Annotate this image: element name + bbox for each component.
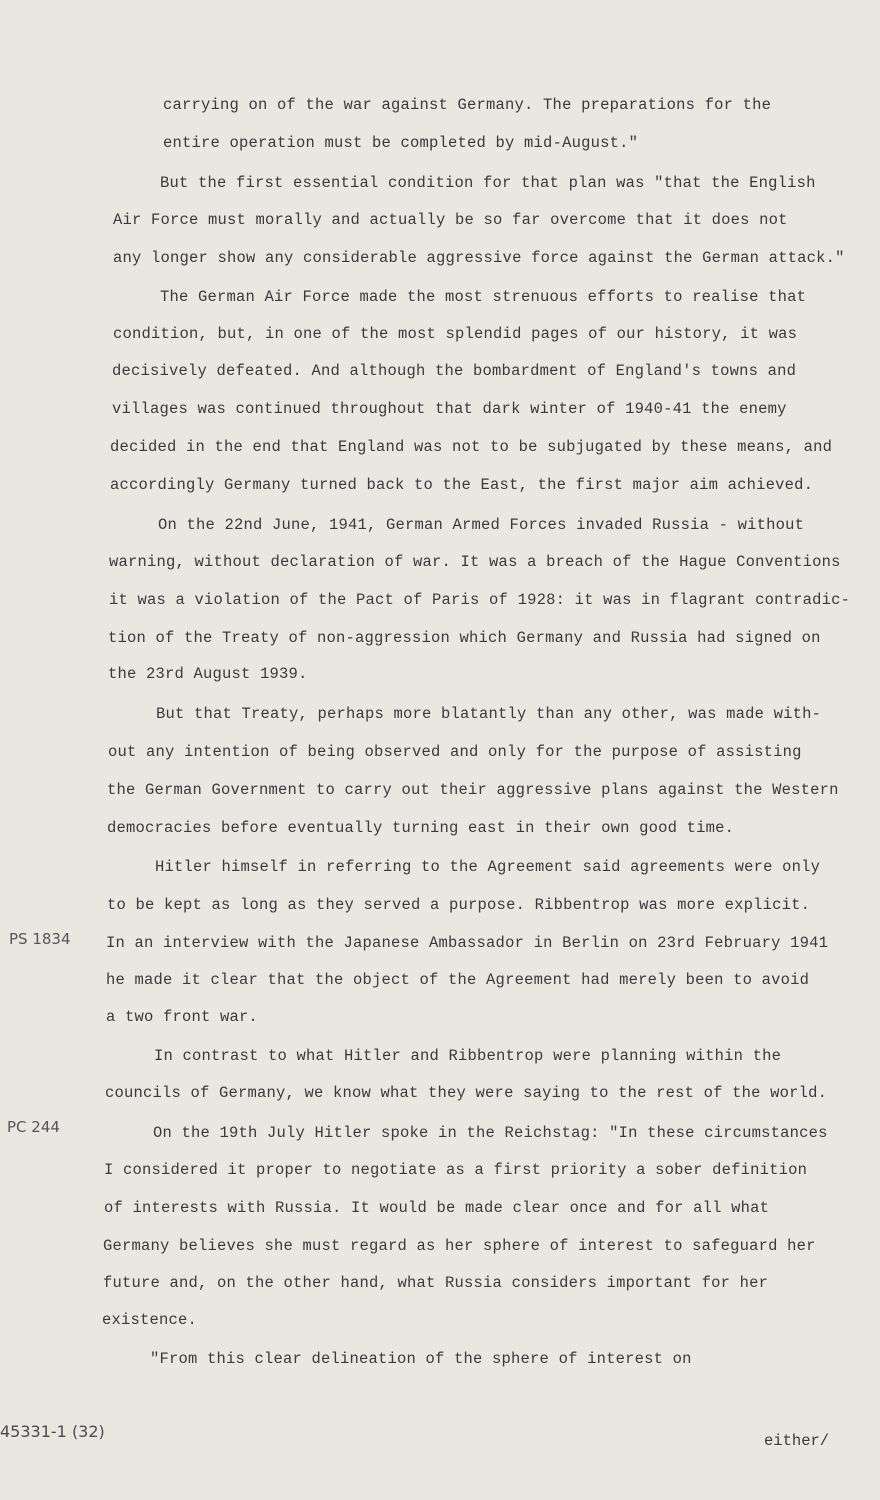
text-line: In contrast to what Hitler and Ribbentrop were planning within the	[154, 1047, 782, 1065]
text-line: it was a violation of the Pact of Paris of 1928: it was in flagrant contradic-	[109, 591, 851, 609]
text-line: entire operation must be completed by mid-August."	[163, 134, 639, 152]
text-line: The German Air Force made the most strenuous efforts to realise that	[160, 288, 807, 306]
text-line: "From this clear delineation of the sphere of interest on	[150, 1350, 692, 1368]
document-reference-number: 45331-1 (32)	[0, 1422, 105, 1441]
text-line: decided in the end that England was not to be subjugated by these means, and	[110, 438, 833, 456]
text-line: Germany believes she must regard as her sphere of interest to safeguard her	[103, 1237, 816, 1255]
text-line: I considered it proper to negotiate as a first priority a sober definition	[104, 1161, 808, 1179]
text-line: accordingly Germany turned back to the East, the first major aim achieved.	[110, 476, 814, 494]
text-line: On the 22nd June, 1941, German Armed Forces invaded Russia - without	[158, 516, 805, 534]
text-line: existence.	[102, 1311, 198, 1329]
text-line: of interests with Russia. It would be made clear once and for all what	[104, 1199, 770, 1217]
text-line: the German Government to carry out their aggressive plans against the Western	[107, 781, 839, 799]
text-line: councils of Germany, we know what they were saying to the rest of the world.	[105, 1084, 828, 1102]
text-line: carrying on of the war against Germany. The preparations for the	[163, 96, 772, 114]
text-line: any longer show any considerable aggressive force against the German attack."	[113, 249, 845, 267]
text-line: future and, on the other hand, what Russia considers important for her	[103, 1274, 769, 1292]
text-line: decisively defeated. And although the bombardment of England's towns and	[112, 362, 797, 380]
text-line: a two front war.	[106, 1008, 259, 1026]
margin-note-reference: PS 1834	[9, 930, 71, 948]
text-line: On the 19th July Hitler spoke in the Reichstag: "In these circumstances	[153, 1124, 828, 1142]
text-line: villages was continued throughout that dark winter of 1940-41 the enemy	[112, 400, 787, 418]
text-line: But the first essential condition for that plan was "that the English	[160, 174, 816, 192]
text-line: But that Treaty, perhaps more blatantly than any other, was made with-	[156, 705, 822, 723]
text-line: the 23rd August 1939.	[108, 665, 308, 683]
text-line: he made it clear that the object of the Agreement had merely been to avoid	[106, 971, 810, 989]
text-line: warning, without declaration of war. It was a breach of the Hague Conventions	[109, 553, 841, 571]
text-line: Air Force must morally and actually be so far overcome that it does not	[113, 211, 788, 229]
margin-note-reference: PC 244	[7, 1118, 60, 1136]
text-line: tion of the Treaty of non-aggression which Germany and Russia had signed on	[108, 629, 821, 647]
text-line: condition, but, in one of the most splendid pages of our history, it was	[113, 325, 798, 343]
text-line: democracies before eventually turning east in their own good time.	[107, 819, 735, 837]
text-line: to be kept as long as they served a purpose. Ribbentrop was more explicit.	[107, 896, 811, 914]
text-line: Hitler himself in referring to the Agreement said agreements were only	[155, 858, 821, 876]
catchword: either/	[764, 1432, 830, 1450]
text-line: out any intention of being observed and only for the purpose of assisting	[108, 743, 802, 761]
text-line: In an interview with the Japanese Ambassador in Berlin on 23rd February 1941	[106, 934, 829, 952]
